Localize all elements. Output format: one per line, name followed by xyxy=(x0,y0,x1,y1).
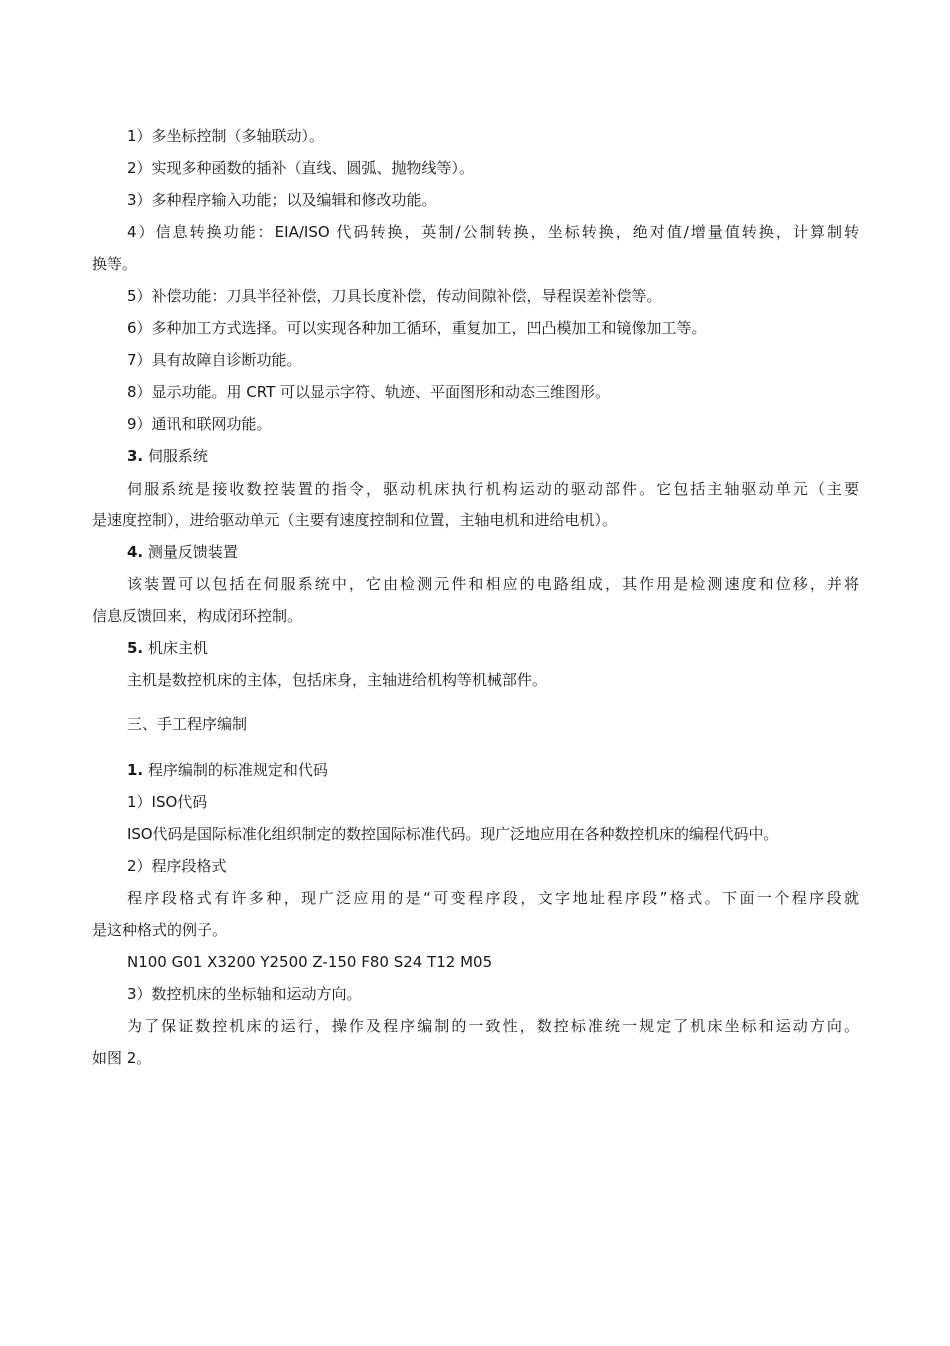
list-item: 7）具有故障自诊断功能。 xyxy=(127,351,302,369)
paragraph-line: ISO代码是国际标准化组织制定的数控国际标准代码。现广泛地应用在各种数控机床的编程代码中。 xyxy=(127,825,779,843)
chapter-heading: 三、手工程序编制 xyxy=(127,715,248,733)
list-item: 3）数控机床的坐标轴和运动方向。 xyxy=(127,985,362,1003)
paragraph-line: 信息反馈回来，构成闭环控制。 xyxy=(92,607,303,625)
paragraph-line: 为了保证数控机床的运行，操作及程序编制的一致性，数控标准统一规定了机床坐标和运动方向。 xyxy=(127,1017,859,1035)
list-item: 1）ISO代码 xyxy=(127,793,208,811)
paragraph-line: 程序段格式有许多种，现广泛应用的是“可变程序段，文字地址程序段”格式。下面一个程序段就 xyxy=(127,889,859,907)
list-item: 2）程序段格式 xyxy=(127,857,227,875)
section-number: 4. xyxy=(127,543,144,561)
section-number: 5. xyxy=(127,639,144,657)
section-heading: 4. 测量反馈装置 xyxy=(127,543,238,561)
list-item: 4）信息转换功能：EIA/ISO 代码转换，英制/公制转换，坐标转换，绝对值/增量值转换，计算制转 xyxy=(127,223,859,241)
paragraph-line: 该装置可以包括在伺服系统中，它由检测元件和相应的电路组成，其作用是检测速度和位移，并将 xyxy=(127,575,859,593)
list-item: 2）实现多种函数的插补（直线、圆弧、抛物线等）。 xyxy=(127,159,475,177)
section-number: 3. xyxy=(127,447,144,465)
list-item: 8）显示功能。用 CRT 可以显示字符、轨迹、平面图形和动态三维图形。 xyxy=(127,383,611,401)
paragraph-line: 是速度控制），进给驱动单元（主要有速度控制和位置，主轴电机和进给电机）。 xyxy=(92,511,618,529)
section-heading: 1. 程序编制的标准规定和代码 xyxy=(127,761,328,779)
paragraph-line: 如图 2。 xyxy=(92,1049,152,1067)
list-item: 9）通讯和联网功能。 xyxy=(127,415,272,433)
list-item: 6）多种加工方式选择。可以实现各种加工循环，重复加工，凹凸模加工和镜像加工等。 xyxy=(127,319,707,337)
code-example: N100 G01 X3200 Y2500 Z-150 F80 S24 T12 M05 xyxy=(127,953,493,971)
paragraph-line: 伺服系统是接收数控装置的指令，驱动机床执行机构运动的驱动部件。它包括主轴驱动单元（主要 xyxy=(127,480,859,498)
section-heading: 5. 机床主机 xyxy=(127,639,208,657)
paragraph-line: 是这种格式的例子。 xyxy=(92,921,228,939)
paragraph-line: 主机是数控机床的主体，包括床身，主轴进给机构等机械部件。 xyxy=(127,671,548,689)
list-item-continuation: 换等。 xyxy=(92,255,138,273)
list-item: 5）补偿功能：刀具半径补偿，刀具长度补偿，传动间隙补偿，导程误差补偿等。 xyxy=(127,287,662,305)
section-heading: 3. 伺服系统 xyxy=(127,447,208,465)
section-number: 1. xyxy=(127,761,144,779)
list-item: 1）多坐标控制（多轴联动）。 xyxy=(127,127,325,145)
list-item: 3）多种程序输入功能；以及编辑和修改功能。 xyxy=(127,191,437,209)
